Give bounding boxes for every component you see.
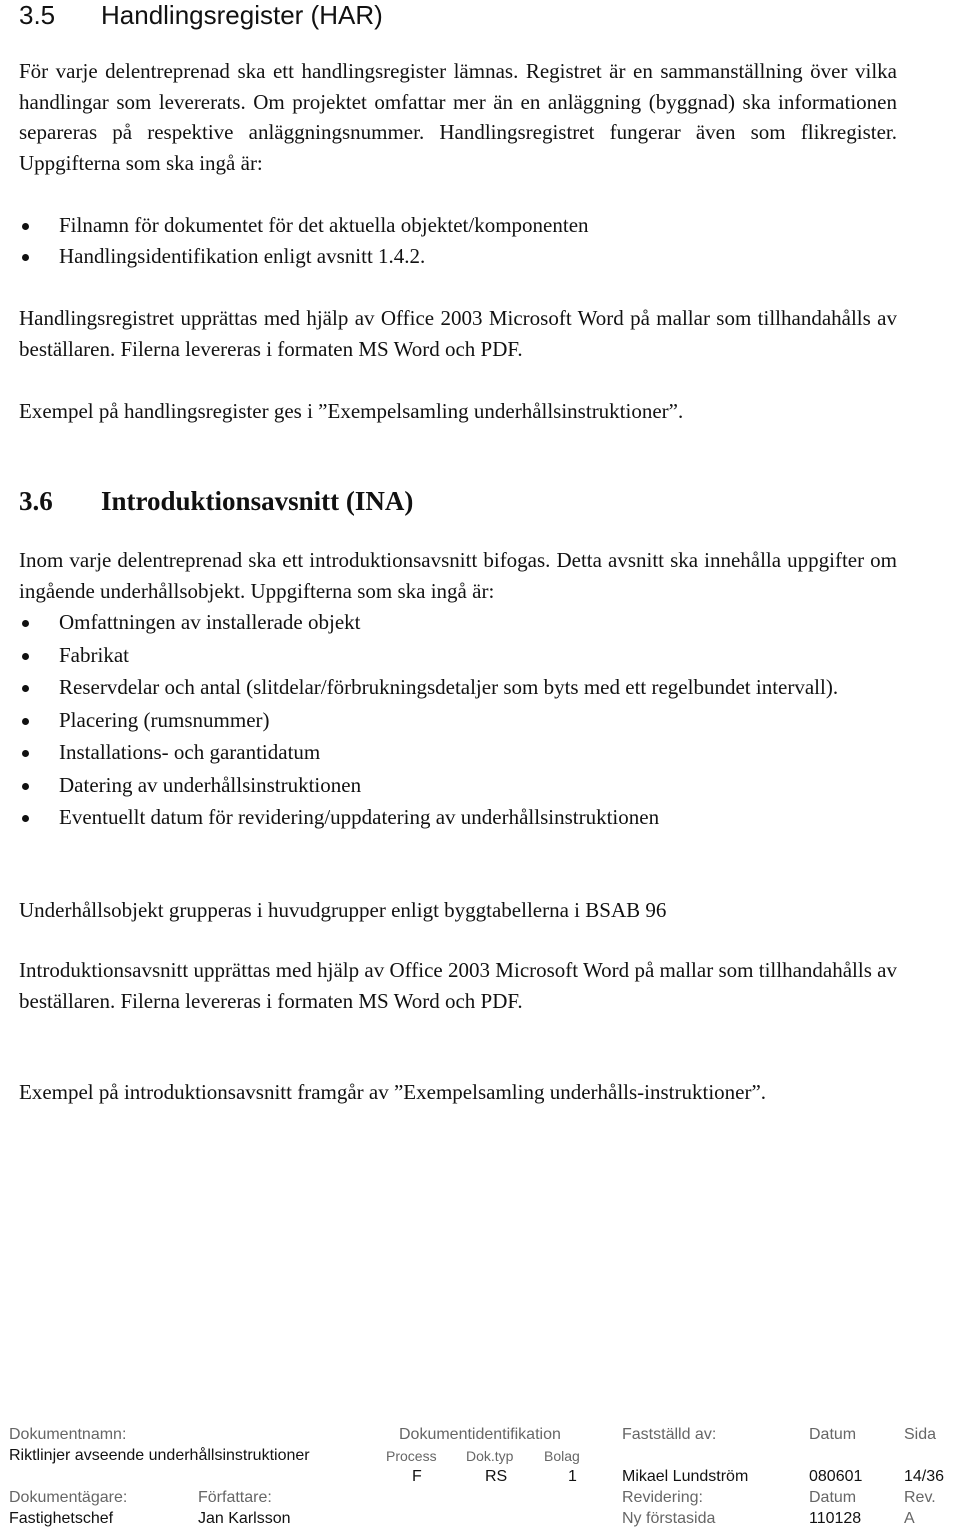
revision-label: Revidering: <box>622 1489 703 1506</box>
date-value: 080601 <box>809 1468 863 1485</box>
revision-value: Ny förstasida <box>622 1510 716 1527</box>
ina-paragraph-2: Underhållsobjekt grupperas i huvudgrupper enligt byggtabellerna i BSAB 96 <box>19 898 667 922</box>
rev-date-label: Datum <box>809 1489 857 1506</box>
bullet-icon <box>22 783 29 790</box>
har-intro-paragraph: För varje delentreprenad ska ett handlingsregister lämnas. Registret är en sammanställning över vilka handlingar som levererats. Om projektet omfattar mer än en anläggning (byggnad) ska informationen separeras på respektive anläggningsnummer. Handlingsregistret fungerar även som flikregister. Uppgifterna som ska ingå är: <box>19 59 897 175</box>
section-heading-ina <box>19 486 413 516</box>
ina-bullet-list <box>19 607 897 835</box>
footer-row-1 <box>9 1426 952 1447</box>
list-item: Omfattningen av installerade objekt <box>19 607 897 638</box>
har-bullet-list <box>19 210 897 271</box>
date-label: Datum <box>809 1426 857 1443</box>
author-label: Författare: <box>198 1489 272 1506</box>
har-paragraph-2: Handlingsregistret upprättas med hjälp av Office 2003 Microsoft Word på mallar som tillhandahålls av beställaren. Filerna levereras i formaten MS Word och PDF. <box>19 306 897 361</box>
bolag-value: 1 <box>568 1468 577 1485</box>
har-paragraph-3: Exempel på handlingsregister ges i ”Exempelsamling underhållsinstruktioner”. <box>19 399 684 423</box>
approved-by: Mikael Lundström <box>622 1468 749 1485</box>
list-item: Reservdelar och antal (slitdelar/förbrukningsdetaljer som byts med ett regelbundet intervall). <box>19 672 897 703</box>
list-item: Filnamn för dokumentet för det aktuella objektet/komponenten <box>19 210 897 241</box>
author-value: Jan Karlsson <box>198 1510 291 1527</box>
bullet-icon <box>22 750 29 757</box>
section-heading-har <box>19 0 383 30</box>
list-item: Installations- och garantidatum <box>19 737 897 768</box>
document-footer <box>9 1426 952 1531</box>
ina-intro-paragraph: Inom varje delentreprenad ska ett introduktionsavsnitt bifogas. Detta avsnitt ska innehålla uppgifter om ingående underhållsobjekt. Uppgifterna som ska ingå är: <box>19 548 897 603</box>
approved-label: Fastställd av: <box>622 1426 717 1443</box>
footer-row-2 <box>9 1447 952 1468</box>
footer-row-5 <box>9 1510 952 1531</box>
bullet-icon <box>22 718 29 725</box>
rev-label: Rev. <box>904 1489 936 1506</box>
owner-value: Fastighetschef <box>9 1510 114 1527</box>
footer-row-4 <box>9 1489 952 1510</box>
ina-paragraph-3: Introduktionsavsnitt upprättas med hjälp av Office 2003 Microsoft Word på mallar som tillhandahålls av beställaren. Filerna levereras i formaten MS Word och PDF. <box>19 958 897 1013</box>
section-title: Handlingsregister (HAR) <box>101 0 383 30</box>
doc-id-label: Dokumentidentifikation <box>399 1426 561 1443</box>
doctype-label: Dok.typ <box>466 1448 514 1464</box>
page-value: 14/36 <box>904 1468 945 1485</box>
list-item: Datering av underhållsinstruktionen <box>19 770 897 801</box>
owner-label: Dokumentägare: <box>9 1489 128 1506</box>
bullet-icon <box>22 685 29 692</box>
ina-paragraph-4: Exempel på introduktionsavsnitt framgår av ”Exempelsamling underhålls-instruktioner”. <box>19 1080 767 1104</box>
section-number: 3.6 <box>19 486 53 516</box>
bolag-label: Bolag <box>544 1448 580 1464</box>
bullet-icon <box>22 620 29 627</box>
section-number: 3.5 <box>19 0 56 30</box>
bullet-icon <box>22 653 29 660</box>
bullet-icon <box>22 223 29 230</box>
bullet-icon <box>22 254 29 261</box>
list-item: Handlingsidentifikation enligt avsnitt 1.4.2. <box>19 241 897 272</box>
doc-name: Riktlinjer avseende underhållsinstruktioner <box>9 1447 310 1464</box>
bullet-icon <box>22 815 29 822</box>
list-item: Fabrikat <box>19 640 897 671</box>
doctype-value: RS <box>485 1468 508 1485</box>
rev-date-value: 110128 <box>809 1510 862 1527</box>
page-label: Sida <box>904 1426 937 1443</box>
process-value: F <box>412 1468 422 1485</box>
doc-name-label: Dokumentnamn: <box>9 1426 127 1443</box>
section-title: Introduktionsavsnitt (INA) <box>101 486 414 516</box>
list-item: Eventuellt datum för revidering/uppdatering av underhållsinstruktionen <box>19 802 897 833</box>
process-label: Process <box>386 1448 437 1464</box>
list-item: Placering (rumsnummer) <box>19 705 897 736</box>
footer-row-3 <box>9 1468 952 1489</box>
rev-value: A <box>904 1510 915 1527</box>
